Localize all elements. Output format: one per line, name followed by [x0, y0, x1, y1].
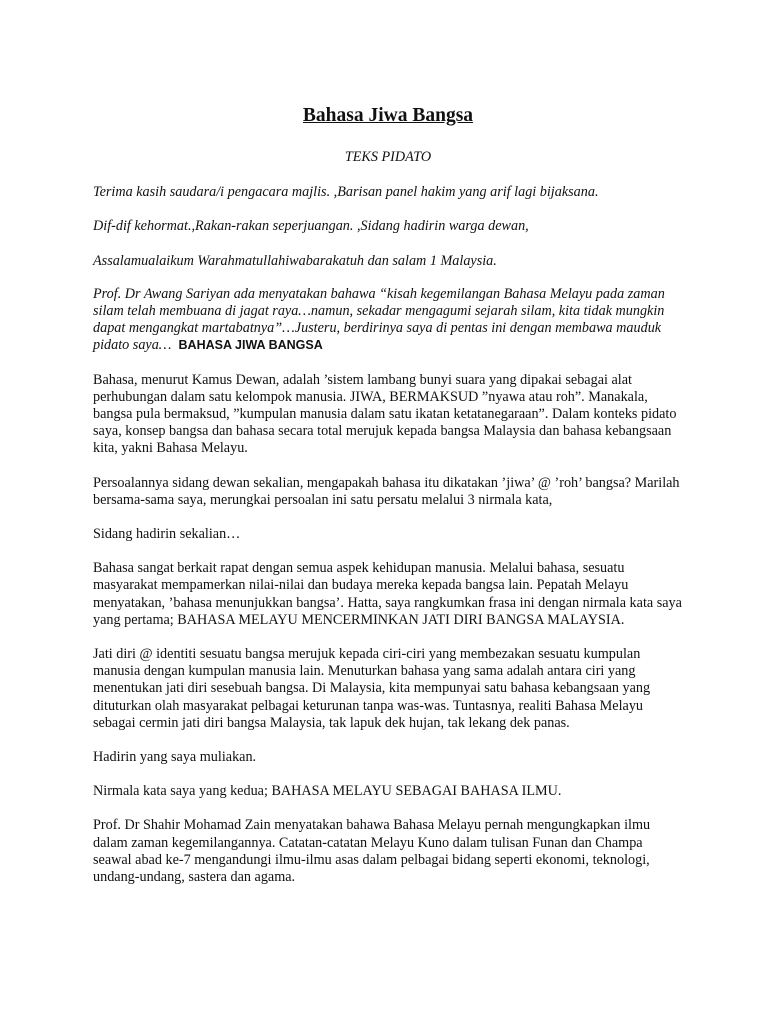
body-paragraph: Bahasa, menurut Kamus Dewan, adalah ’sistem lambang bunyi suara yang dipakai sebagai alat perhubungan dalam satu kelompok manusia. JIWA, BERMAKSUD ”nyawa atau roh”. Manakala, bangsa pula bermaksud, ”kumpulan manusia dalam satu ikatan ketatanegaraan”. Dalam konteks pidato saya, konsep bangsa dan bahasa secara total merujuk kepada bangsa Malaysia dan bahasa kebangsaan kita, yakni Bahasa Melayu. — [93, 371, 677, 457]
greeting-paragraph: Dif-dif kehormat.,Rakan-rakan seperjuangan. ,Sidang hadirin warga dewan, — [93, 218, 529, 235]
body-paragraph: Hadirin yang saya muliakan. — [93, 749, 257, 766]
document-page — [93, 104, 683, 903]
body-paragraph: Prof. Dr Shahir Mohamad Zain menyatakan bahawa Bahasa Melayu pernah mengungkapkan ilmu dalam zaman kegemilangannya. Catatan-catatan Melayu Kuno dalam tulisan Funan dan Champa seawal abad ke-7 mengandungi ilmu-ilmu asas dalam pelbagai bidang seperti ekonomi, teknologi, undang-undang, sastera dan agama. — [93, 817, 651, 886]
body-paragraph: Bahasa sangat berkait rapat dengan semua aspek kehidupan manusia. Melalui bahasa, sesuatu masyarakat mempamerkan nilai-nilai dan budaya mereka kepada bangsa lain. Pepatah Melayu menyatakan, ’bahasa menunjukkan bangsa’. Hatta, saya rangkumkan frasa ini dengan nirmala kata saya yang pertama; BAHASA MELAYU MENCERMINKAN JATI DIRI BANGSA MALAYSIA. — [93, 560, 682, 628]
document-subtitle: TEKS PIDATO — [344, 149, 432, 165]
document-title: Bahasa Jiwa Bangsa — [302, 105, 474, 126]
greeting-paragraph: Terima kasih saudara/i pengacara majlis. ,Barisan panel hakim yang arif lagi bijaksana. — [93, 184, 599, 201]
body-paragraph: Jati diri @ identiti sesuatu bangsa merujuk kepada ciri-ciri yang membezakan sesuatu kumpulan manusia dengan kumpulan manusia lain. Menuturkan bahasa yang sama adalah antara ciri yang menentukan jati diri sesebuah bangsa. Di Malaysia, kita mempunyai satu bahasa kebangsaan yang dituturkan olah masyarakat pelbagai keturunan tanpa was-was. Tuntasnya, realiti Bahasa Melayu sebagai cermin jati diri bangsa Malaysia, tak lapuk dek hujan, tak lekang dek panas. — [93, 646, 651, 731]
intro-text: Prof. Dr Awang Sariyan ada menyatakan bahawa “kisah kegemilangan Bahasa Melayu pada zaman silam telah membuana di jagat raya…namun, sekadar mengagumi sejarah silam, kita tidak mungkin dapat mengangkat martabatnya”…Justeru, berdirinya saya di pentas ini dengan membawa mauduk pidato saya… — [93, 285, 665, 354]
greeting-paragraph: Assalamualaikum Warahmatullahiwabarakatuh dan salam 1 Malaysia. — [93, 252, 497, 269]
body-paragraph: Nirmala kata saya yang kedua; BAHASA MELAYU SEBAGAI BAHASA ILMU. — [93, 783, 562, 800]
intro-emphasis: BAHASA JIWA BANGSA — [178, 338, 323, 353]
body-paragraph: Sidang hadirin sekalian… — [93, 526, 241, 543]
body-paragraph: Persoalannya sidang dewan sekalian, mengapakah bahasa itu dikatakan ’jiwa’ @ ’roh’ bangsa? Marilah bersama-sama saya, merungkai persoalan ini satu persatu melalui 3 nirmala kata, — [93, 474, 680, 508]
intro-paragraph — [93, 286, 683, 355]
